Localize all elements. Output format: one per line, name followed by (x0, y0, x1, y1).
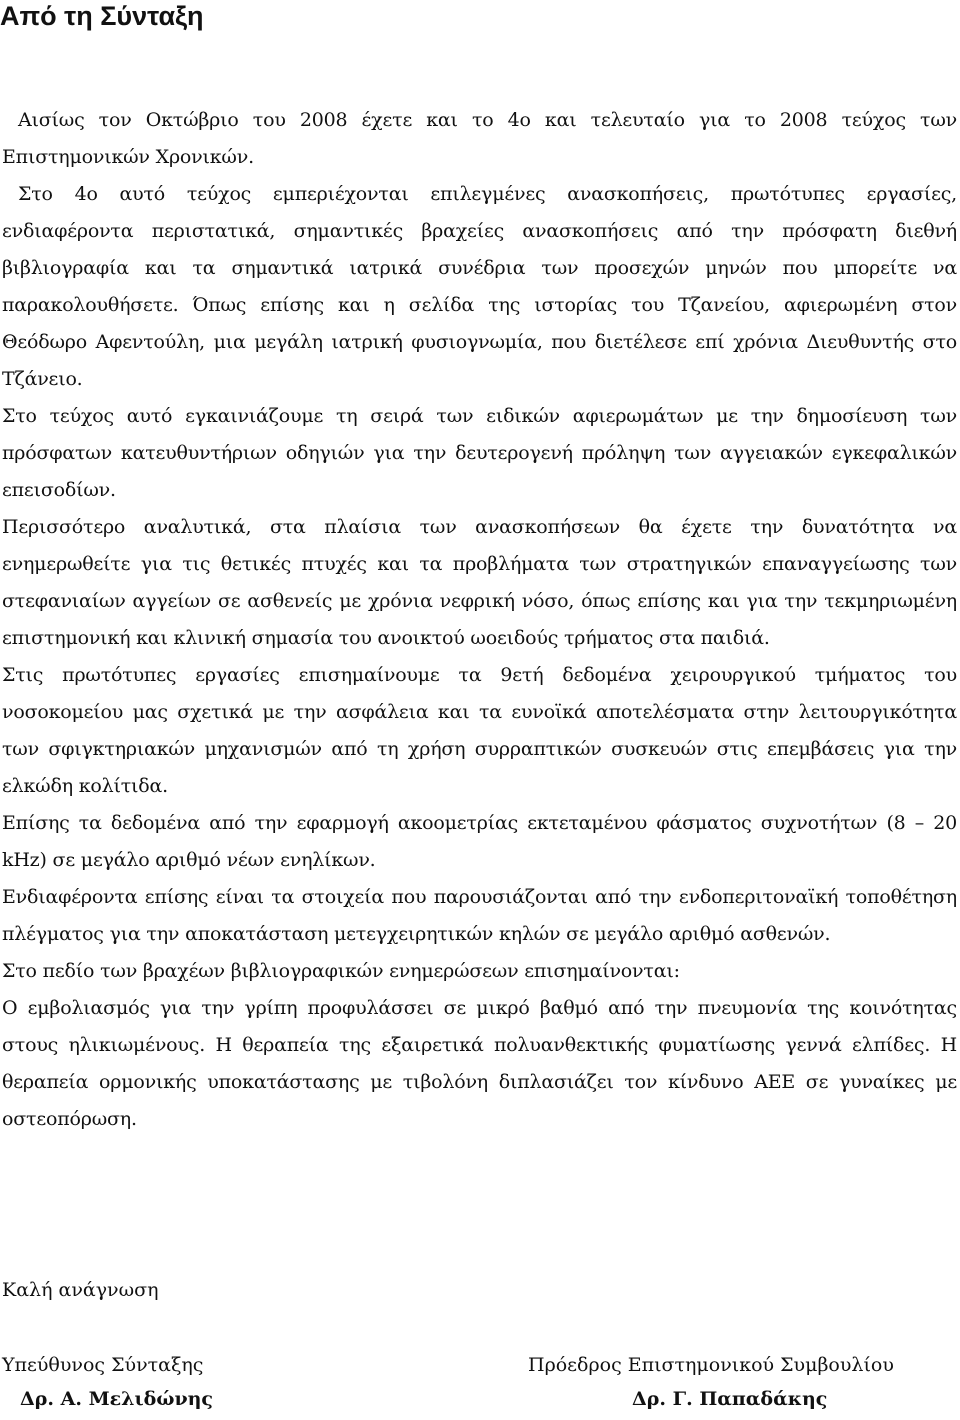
signature-board-president (528, 1348, 894, 1416)
paragraph-hernia-mesh: Ενδιαφέροντα επίσης είναι τα στοιχεία που παρουσιάζονται από την ενδοπεριτοναϊκή τοποθέτηση πλέγματος για την αποκατάσταση μετεγχειρητικών κηλών σε μεγάλο αριθμό ασθενών. (2, 886, 957, 945)
signature-name: Δρ. Γ. Παπαδάκης (632, 1388, 828, 1410)
signature-editor-in-chief (2, 1348, 213, 1416)
paragraph-reviews: Περισσότερο αναλυτικά, στα πλαίσια των ανασκοπήσεων θα έχετε την δυνατότητα να ενημερωθείτε για τις θετικές πτυχές και τα προβλήματα των στρατηγικών επαναγγείωσης των στεφανιαίων αγγείων σε ασθενείς με χρόνια νεφρική νόσο, όπως επίσης και για την τεκμηριωμένη επιστημονική και κλινική σημασία του ανοικτού ωοειδούς τρήματος στα παιδιά. (2, 516, 957, 649)
page-title: Από τη Σύνταξη (0, 1, 204, 31)
signature-role: Πρόεδρος Επιστημονικού Συμβουλίου (528, 1354, 894, 1376)
paragraph-brief-updates-intro: Στο πεδίο των βραχέων βιβλιογραφικών ενημερώσεων επισημαίνονται: (2, 960, 680, 982)
signature-name: Δρ. Α. Μελιδώνης (20, 1388, 214, 1410)
paragraph-contents: Στο 4ο αυτό τεύχος εμπεριέχονται επιλεγμένες ανασκοπήσεις, πρωτότυπες εργασίες, ενδιαφέροντα περιστατικά, σημαντικές βραχείες ανασκοπήσεις από την πρόσφατη διεθνή βιβλιογραφία και τα σημαντικά ιατρικά συνέδρια των προσεχών μηνών που μπορείτε να παρακολουθήσετε. Όπως επίσης και η σελίδα της ιστορίας του Τζανείου, αφιερωμένη στον Θεόδωρο Αφεντούλη, μια μεγάλη ιατρική φυσιογνωμία, που διετέλεσε επί χρόνια Διευθυντής στο Τζάνειο. (2, 183, 957, 390)
paragraph-brief-updates: Ο εμβολιασμός για την γρίπη προφυλάσσει σε μικρό βαθμό από την πνευμονία της κοινότητας στους ηλικιωμένους. Η θεραπεία της εξαιρετικά πολυανθεκτικής φυματίωσης γεννά ελπίδες. Η θεραπεία ορμονικής υποκατάστασης με τιβολόνη διπλασιάζει τον κίνδυνο ΑΕΕ σε γυναίκες με οστεοπόρωση. (2, 997, 957, 1130)
closing-greeting: Καλή ανάγνωση (2, 1279, 159, 1301)
paragraph-audiometry: Επίσης τα δεδομένα από την εφαρμογή ακοομετρίας εκτεταμένου φάσματος συχνοτήτων (8 – 20 kHz) σε μεγάλο αριθμό νέων ενηλίκων. (2, 812, 957, 871)
paragraph-intro: Αισίως τον Οκτώβριο του 2008 έχετε και το 4ο και τελευταίο για το 2008 τεύχος των Επιστημονικών Χρονικών. (2, 109, 957, 168)
editorial-body (2, 102, 957, 1138)
paragraph-special-issue: Στο τεύχος αυτό εγκαινιάζουμε τη σειρά των ειδικών αφιερωμάτων με την δημοσίευση των πρόσφατων κατευθυντήριων οδηγιών για την δευτερογενή πρόληψη των αγγειακών εγκεφαλικών επεισοδίων. (2, 405, 957, 501)
paragraph-original-works: Στις πρωτότυπες εργασίες επισημαίνουμε τα 9ετή δεδομένα χειρουργικού τμήματος του νοσοκομείου μας σχετικά με την ασφάλεια και τα ευνοϊκά αποτελέσματα στην λειτουργικότητα των σφιγκτηριακών μηχανισμών από τη χρήση συρραπτικών συσκευών στις επεμβάσεις για την ελκώδη κολίτιδα. (2, 664, 957, 797)
signature-role: Υπεύθυνος Σύνταξης (2, 1354, 204, 1376)
